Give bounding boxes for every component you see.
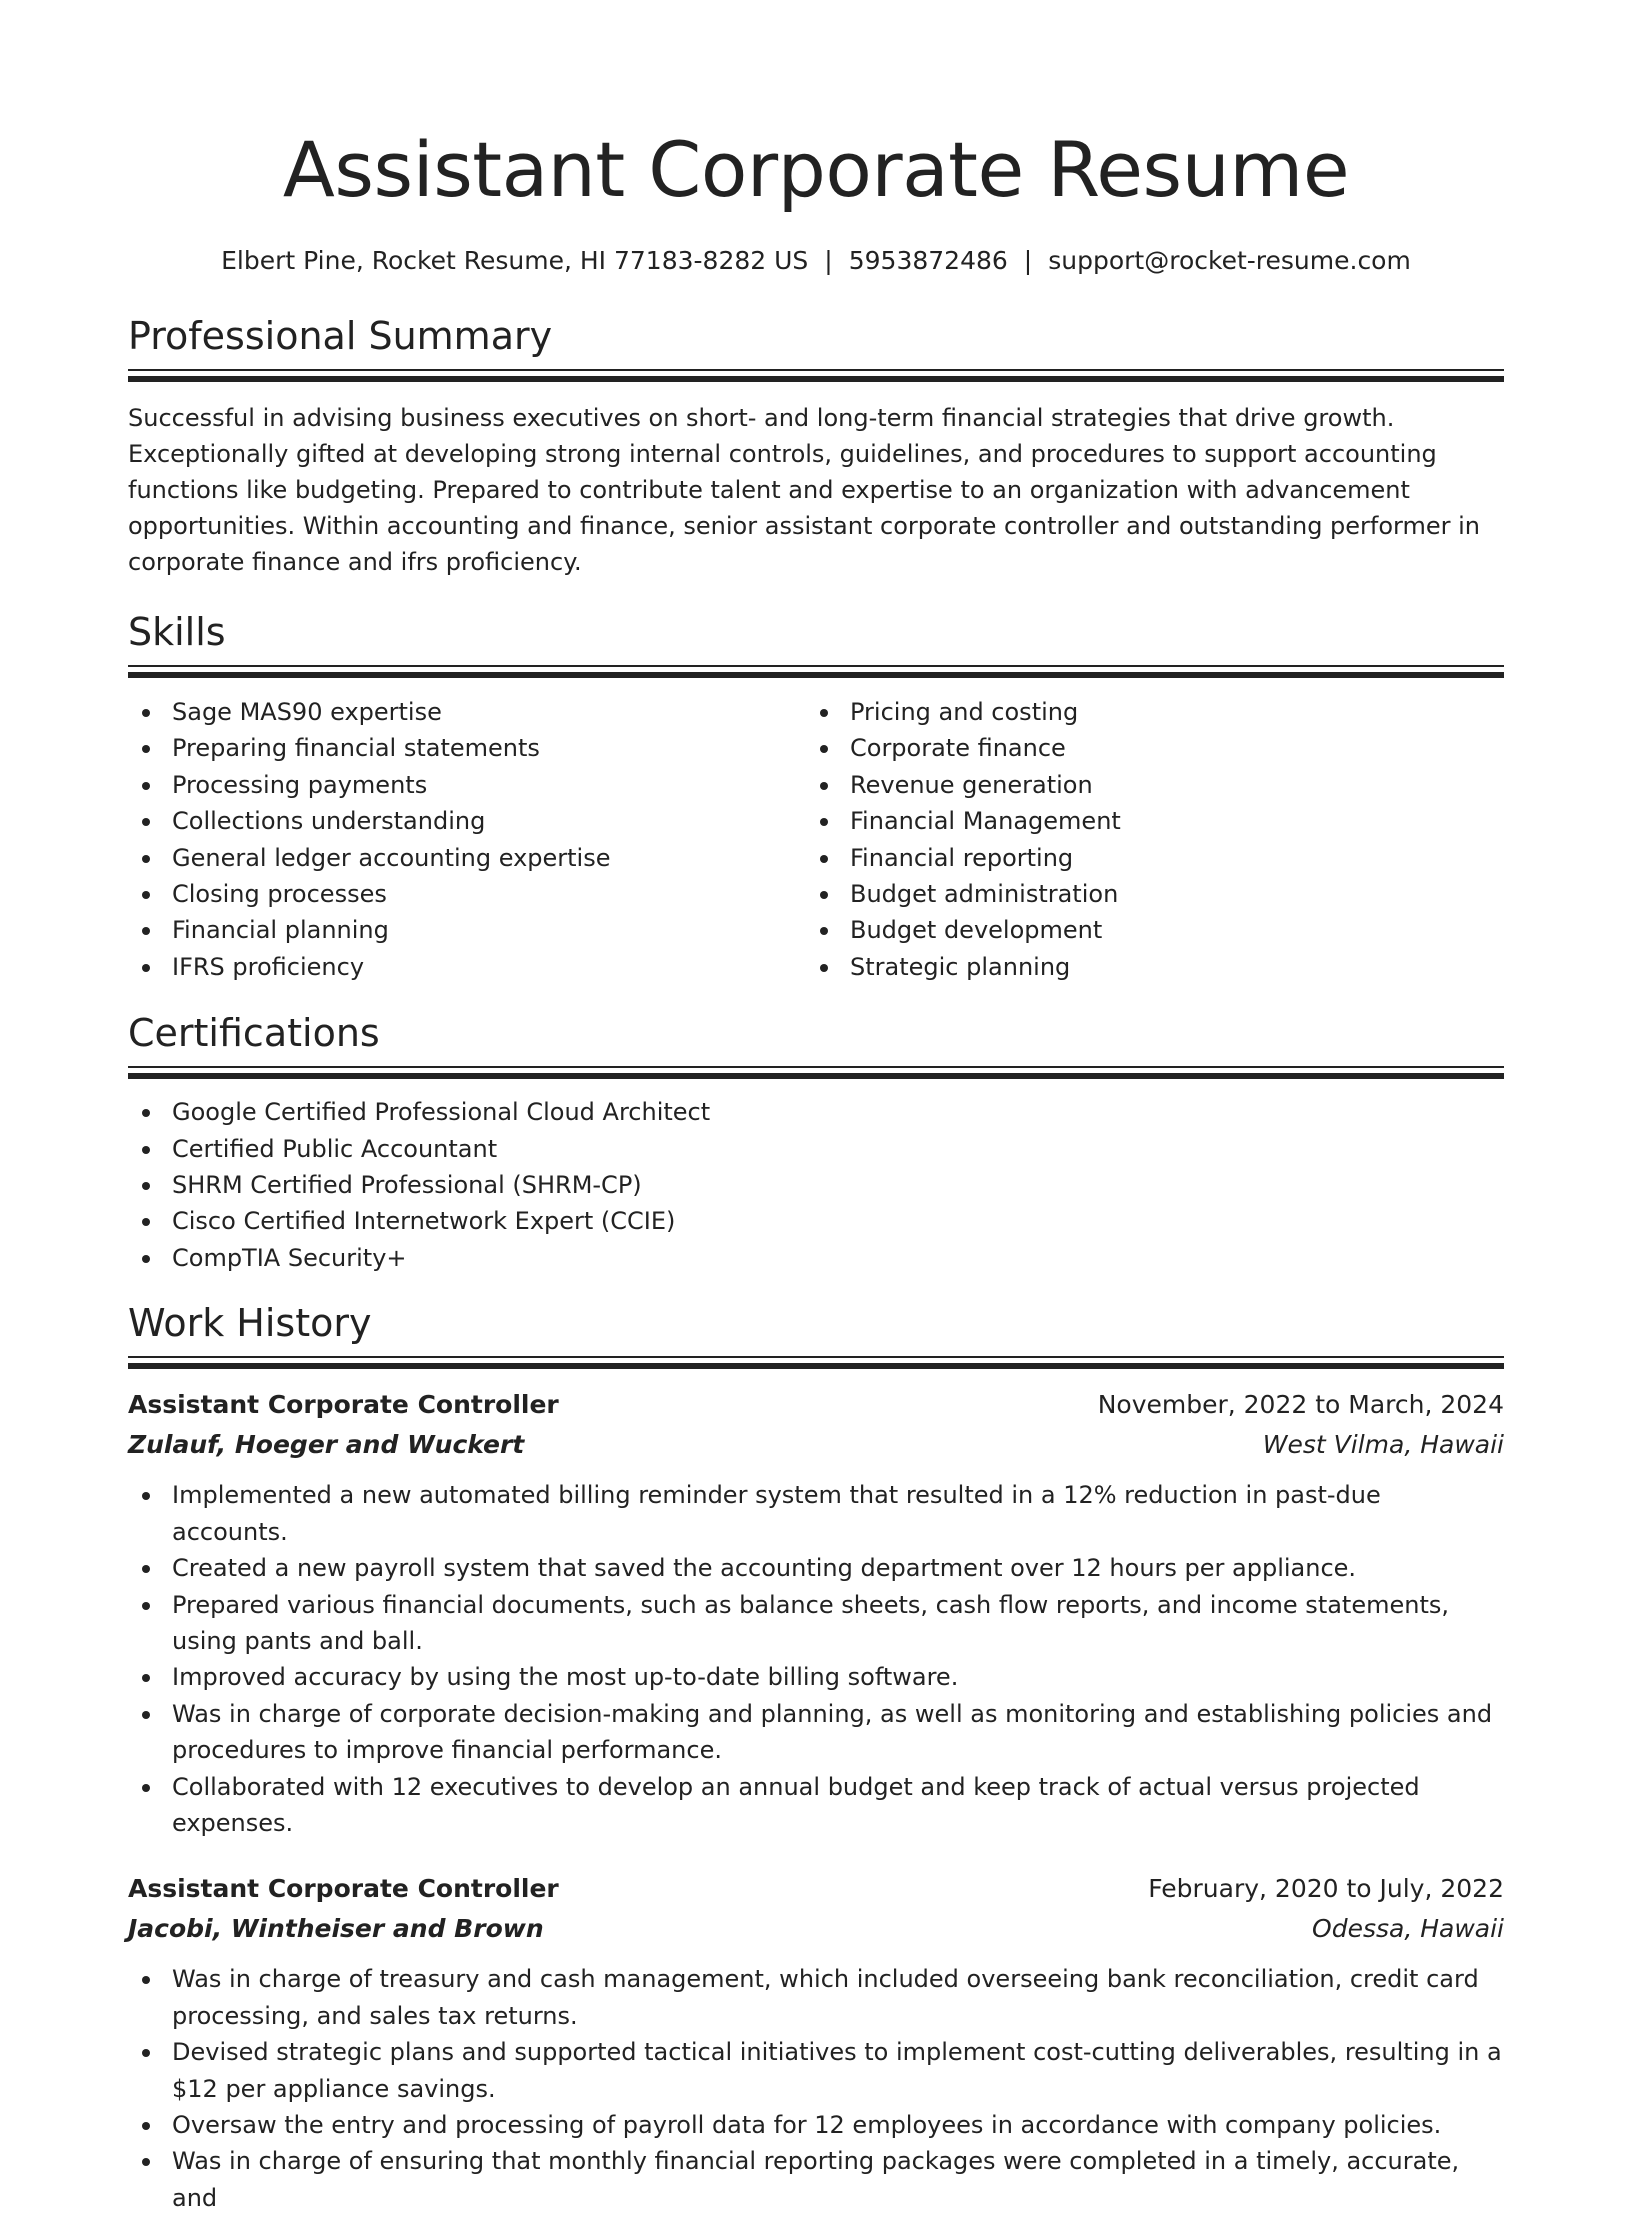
section-divider: [128, 665, 1504, 678]
job-bullet: Was in charge of treasury and cash management, which included overseeing bank reconciliation, credit card processing, and sales tax returns.: [128, 1961, 1504, 2034]
page-title: Assistant Corporate Resume: [282, 125, 1350, 214]
skill-item: Preparing financial statements: [128, 730, 806, 766]
certifications-list: [128, 1094, 1504, 1276]
skill-item: Sage MAS90 expertise: [128, 694, 806, 730]
job-bullet: Devised strategic plans and supported tactical initiatives to implement cost-cutting deliverables, resulting in a $12 per appliance savings.: [128, 2034, 1504, 2107]
job-bullet: Prepared various financial documents, such as balance sheets, cash flow reports, and income statements, using pants and ball.: [128, 1587, 1504, 1660]
job-entry: [128, 1869, 1504, 2216]
job-company: Jacobi, Wintheiser and Brown: [128, 1914, 544, 1944]
contact-separator: |: [824, 246, 833, 275]
skill-item: Financial reporting: [806, 840, 1484, 876]
skill-item: Strategic planning: [806, 949, 1484, 985]
certification-item: Certified Public Accountant: [128, 1131, 1504, 1167]
job-bullet: Collaborated with 12 executives to develop an annual budget and keep track of actual versus projected expenses.: [128, 1769, 1504, 1842]
job-header-row: [128, 1869, 1504, 1909]
resume-page: [128, 0, 1504, 2216]
section-divider: [128, 1066, 1504, 1079]
certification-item: SHRM Certified Professional (SHRM-CP): [128, 1167, 1504, 1203]
skills-columns: [128, 694, 1504, 985]
skill-item: Financial Management: [806, 803, 1484, 839]
job-location: Odessa, Hawaii: [1312, 1914, 1504, 1944]
job-bullets: [128, 1961, 1504, 2216]
summary-text: Successful in advising business executives on short- and long-term financial strategies that drive growth. Exceptionally gifted at developing strong internal controls, guidelines, and procedures to support accounting functions like budgeting. Prepared to contribute talent and expertise to an organization with advancement opportunities. Within accounting and finance, senior assistant corporate controller and outstanding performer in corporate finance and ifrs proficiency.: [128, 404, 1481, 576]
skill-item: Closing processes: [128, 876, 806, 912]
job-bullets: [128, 1477, 1504, 1841]
job-dates: November, 2022 to March, 2024: [1097, 1390, 1504, 1420]
job-company: Zulauf, Hoeger and Wuckert: [128, 1430, 525, 1460]
job-bullet: Improved accuracy by using the most up-to-date billing software.: [128, 1659, 1504, 1695]
job-bullet: Implemented a new automated billing reminder system that resulted in a 12% reduction in past-due accounts.: [128, 1477, 1504, 1550]
work-history-section: [128, 1298, 1504, 2216]
skills-section: [128, 607, 1504, 985]
skill-item: Collections understanding: [128, 803, 806, 839]
certification-item: CompTIA Security+: [128, 1240, 1504, 1276]
skill-item: Corporate finance: [806, 730, 1484, 766]
skill-item: Financial planning: [128, 912, 806, 948]
skill-item: General ledger accounting expertise: [128, 840, 806, 876]
summary-section: [128, 311, 1504, 580]
contact-email: support@rocket-resume.com: [1048, 246, 1411, 275]
job-title: Assistant Corporate Controller: [128, 1874, 559, 1904]
job-bullet: Created a new payroll system that saved the accounting department over 12 hours per appliance.: [128, 1550, 1504, 1586]
section-divider: [128, 369, 1504, 382]
job-dates: February, 2020 to July, 2022: [1148, 1874, 1504, 1904]
section-divider: [128, 1356, 1504, 1369]
certification-item: Google Certified Professional Cloud Architect: [128, 1094, 1504, 1130]
contact-address: Elbert Pine, Rocket Resume, HI 77183-8282 US: [221, 246, 809, 275]
job-title: Assistant Corporate Controller: [128, 1390, 559, 1420]
skill-item: Processing payments: [128, 767, 806, 803]
job-subheader-row: [128, 1425, 1504, 1465]
contact-separator: |: [1023, 246, 1033, 275]
job-header-row: [128, 1385, 1504, 1425]
section-heading-summary: Professional Summary: [128, 314, 553, 358]
skill-item: Budget development: [806, 912, 1484, 948]
job-bullet: Oversaw the entry and processing of payroll data for 12 employees in accordance with company policies.: [128, 2107, 1504, 2143]
section-heading-skills: Skills: [128, 610, 226, 654]
certification-item: Cisco Certified Internetwork Expert (CCIE): [128, 1203, 1504, 1239]
skills-list-right: [806, 694, 1484, 985]
job-subheader-row: [128, 1909, 1504, 1949]
skill-item: Budget administration: [806, 876, 1484, 912]
skill-item: Pricing and costing: [806, 694, 1484, 730]
contact-line: [128, 244, 1504, 278]
job-bullet: Was in charge of ensuring that monthly financial reporting packages were completed in a timely, accurate, and: [128, 2143, 1504, 2216]
section-heading-work-history: Work History: [128, 1301, 372, 1346]
job-location: West Vilma, Hawaii: [1262, 1430, 1504, 1460]
skills-list-left: [128, 694, 806, 985]
certifications-section: [128, 1008, 1504, 1276]
contact-phone: 5953872486: [848, 246, 1008, 275]
section-heading-certifications: Certifications: [128, 1011, 380, 1056]
job-bullet: Was in charge of corporate decision-making and planning, as well as monitoring and establishing policies and procedures to improve financial performance.: [128, 1696, 1504, 1769]
skill-item: IFRS proficiency: [128, 949, 806, 985]
skill-item: Revenue generation: [806, 767, 1484, 803]
job-entry: [128, 1385, 1504, 1841]
